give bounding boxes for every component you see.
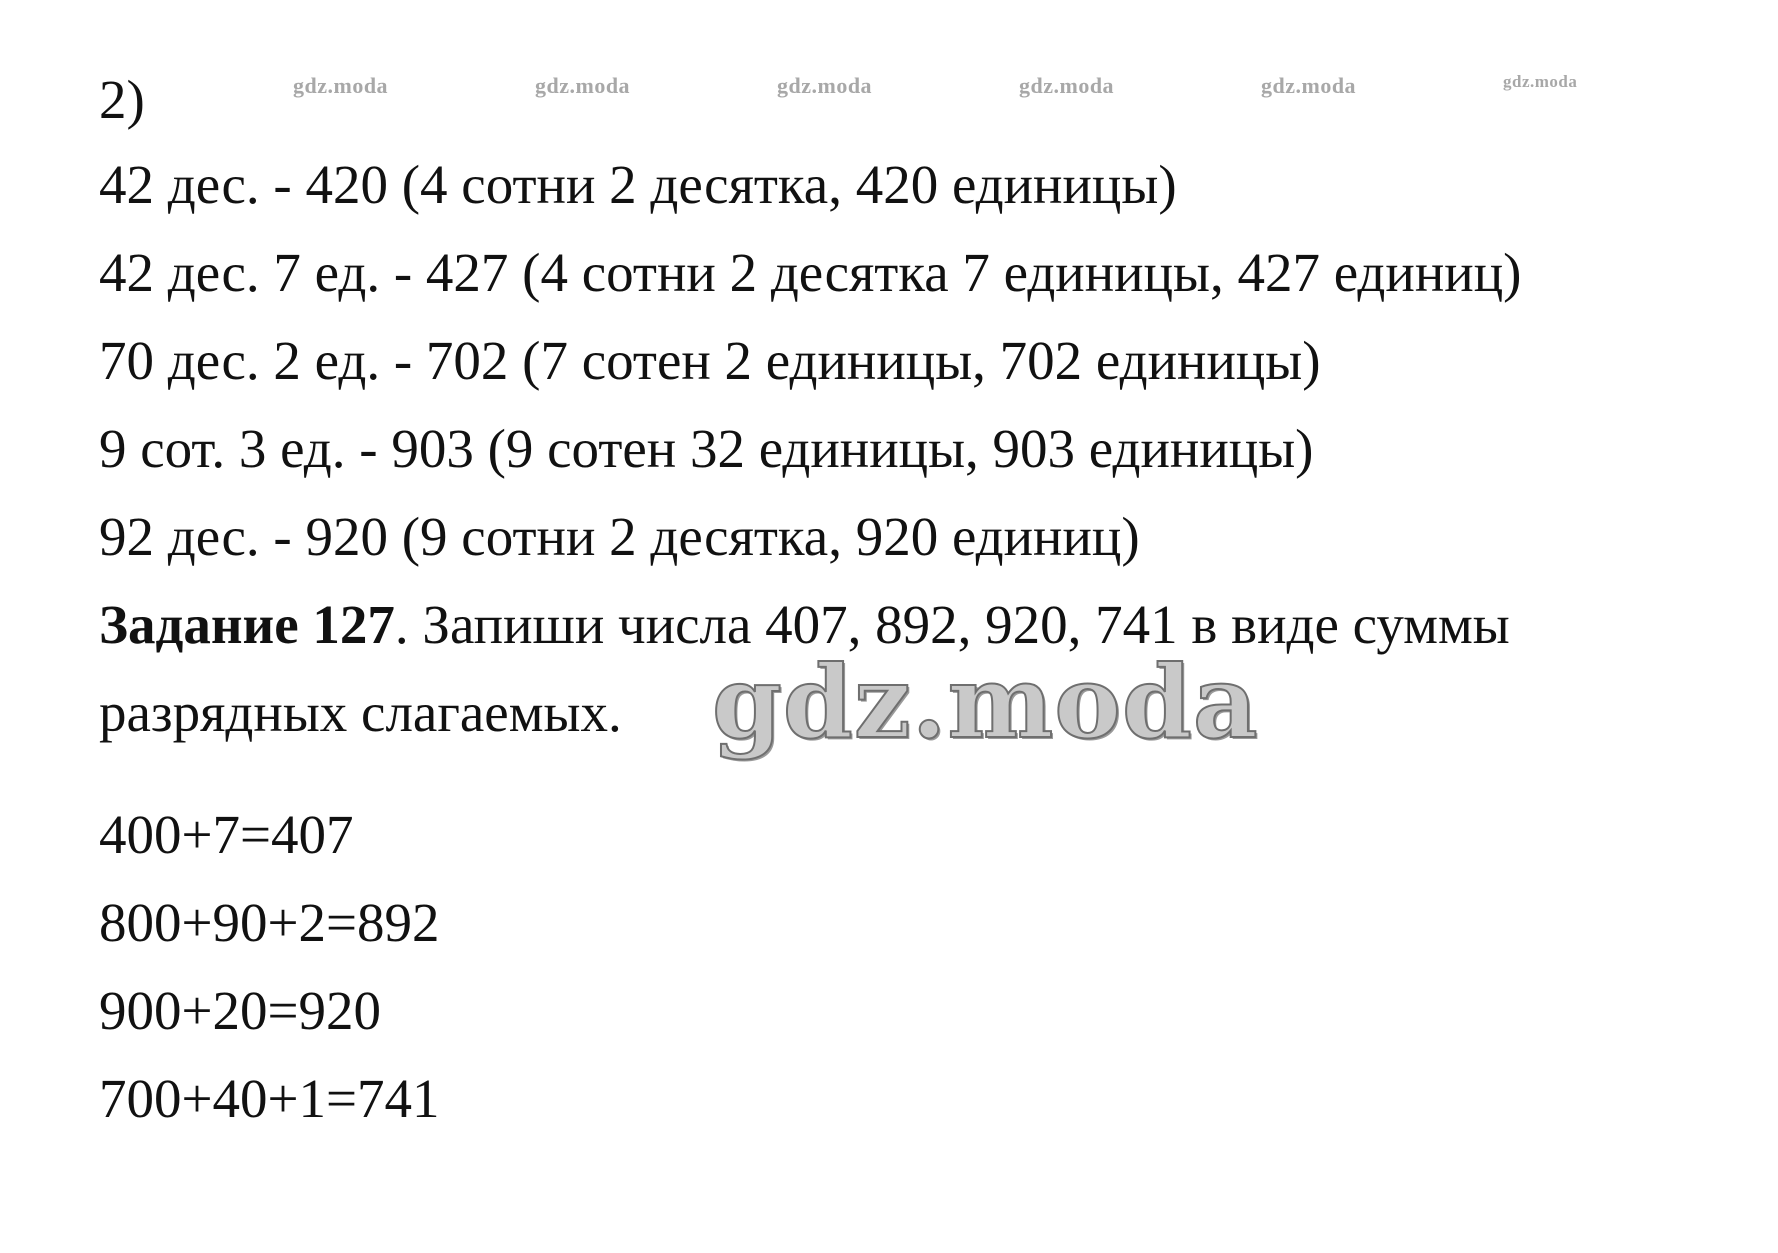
answer-line: 400+7=407 [99,804,354,865]
conversion-line: 70 дес. 2 ед. - 702 (7 сотен 2 единицы, 702 единицы) [99,330,1321,391]
conversion-line: 9 сот. 3 ед. - 903 (9 сотен 32 единицы, 903 единицы) [99,418,1314,479]
conversion-line: 42 дес. 7 ед. - 427 (4 сотни 2 десятка 7 единицы, 427 единиц) [99,242,1522,303]
watermark-small: gdz.moda [1019,73,1115,98]
task-text: . Запиши числа 407, 892, 920, 741 в виде суммы [394,594,1510,655]
watermark-small: gdz.moda [293,73,389,98]
conversion-line: 92 дес. - 920 (9 сотни 2 десятка, 920 единиц) [99,506,1140,567]
conversion-line: 42 дес. - 420 (4 сотни 2 десятка, 420 единицы) [99,154,1177,215]
watermark-small: gdz.moda [1261,73,1357,98]
task-title: Задание 127 [99,594,395,655]
watermark-small: gdz.moda [535,73,631,98]
watermark-small: gdz.moda [777,73,873,98]
answer-line: 800+90+2=892 [99,892,440,953]
answer-line: 900+20=920 [99,980,382,1041]
task-statement-cont: разрядных слагаемых. [99,682,622,743]
watermark-large: gdz.moda [712,643,1259,761]
item-label: 2) [99,69,145,130]
watermark-small: gdz.moda [1503,72,1578,91]
answer-line: 700+40+1=741 [99,1068,440,1129]
